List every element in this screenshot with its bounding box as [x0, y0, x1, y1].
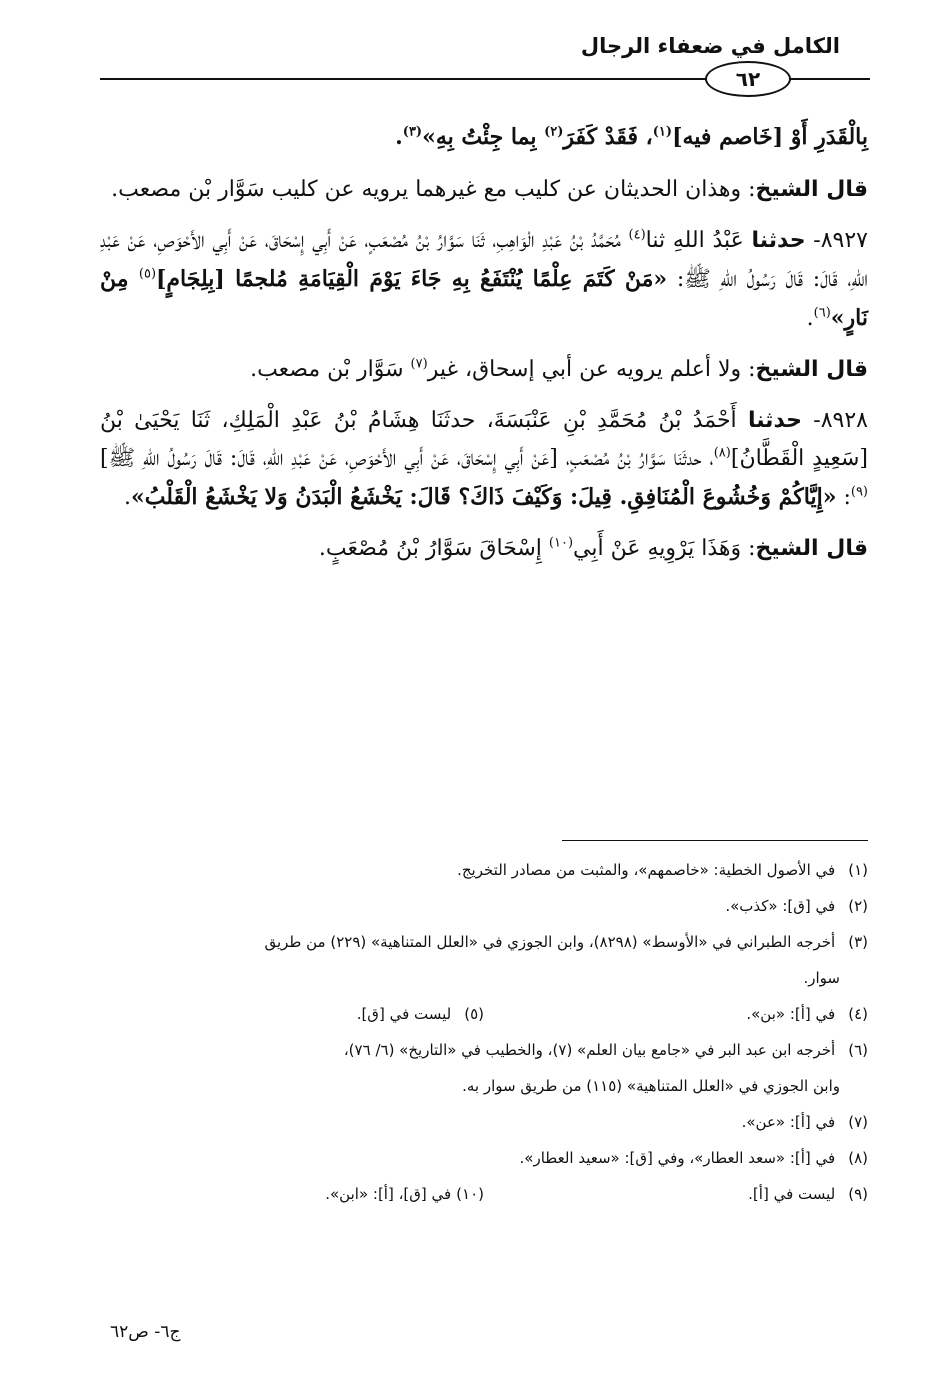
text-fragment: بِما جِئْتُ بِهِ»: [422, 124, 545, 150]
text-fragment: : وَهَذَا يَرْوِيهِ عَنْ أَبِي: [573, 536, 756, 561]
footnote-4: [484, 996, 868, 1032]
hadith-matn: مِنْ نَارٍ»: [100, 266, 868, 331]
text-fragment: مُحَمَّدُ بْنُ عَبْدِ الْوَاهِبِ، ثَنَا سَوَّارُ بْنُ مُصْعَبٍ، عَنْ أَبِي إِسْحَاقَ، عَنْ أَبِي الأَحْوَصِ، عَنْ عَبْدِ اللهِ، قَالَ: قَالَ رَسُولُ اللهِ ﷺ:: [100, 228, 868, 292]
volume-page-reference: ج٦- ص٦٢: [110, 1322, 181, 1342]
hadith-matn: «مَنْ كَتَمَ عِلْمًا يُنْتَفَعُ بِهِ جَاءَ يَوْمَ الْقِيَامَةِ مُلجمًا [بِلِجَامٍ]: [156, 266, 668, 292]
sheikh-label: قال الشيخ: [755, 357, 868, 382]
text-fragment: : وهذان الحديثان عن كليب مع غيرهما يرويه عن كليب سَوَّار بْن مصعب.: [111, 177, 756, 202]
footnote-text: في [أ]: «عن».: [741, 1113, 836, 1131]
footnote-ref: (٦): [813, 305, 831, 321]
footnote-row-4-5: [100, 996, 868, 1032]
footnote-text: ليست في [ق].: [356, 1005, 452, 1023]
footnote-number: (١٠): [456, 1185, 484, 1203]
text-fragment: عَبْدُ اللهِ ثنا: [645, 228, 752, 253]
paragraph-continuation: [100, 118, 868, 156]
sheikh-comment: [100, 171, 868, 209]
text-fragment: :: [836, 485, 851, 510]
footnote-5: [100, 996, 484, 1032]
main-text: [100, 118, 868, 581]
sheikh-comment: [100, 351, 868, 389]
sheikh-comment: [100, 530, 868, 568]
footnote-3-continued: [100, 960, 868, 996]
footnote-text: في [أ]: «بن».: [746, 1005, 836, 1023]
footnote-ref: (٢): [544, 124, 564, 140]
hadith-number: ٨٩٢٨-: [813, 408, 868, 433]
footnote-number: (٥): [464, 1005, 484, 1023]
hadith-number: ٨٩٢٧-: [813, 228, 868, 253]
footnote-text: وابن الجوزي في «العلل المتناهية» (١١٥) من طريق سوار به.: [462, 1077, 840, 1095]
footnote-8: [100, 1140, 868, 1176]
footnote-row-9-10: [100, 1176, 868, 1212]
hadith-lead: حدثنا: [747, 408, 803, 433]
text-fragment: أَحْمَدُ بْنُ مُحَمَّدِ بْنِ عَنْبَسَةَ، حدثَنَا هِشَامُ بْنُ عَبْدِ الْمَلِكِ، ثَنَا يَحْيَىٰ بْنُ [سَعِيدٍ الْقَطَّانُ]: [100, 408, 869, 471]
hadith-matn: «إِيَّاكُمْ وَخُشُوعَ الْمُنَافِقِ. قِيلَ: وَكَيْفَ ذَاكَ؟ قَالَ: يَخْشَعُ الْبَدَنُ وَلا يَخْشَعُ الْقَلْبُ»: [130, 484, 837, 510]
footnote-6-continued: [100, 1068, 868, 1104]
footnote-number: (١): [848, 861, 868, 879]
sheikh-label: قال الشيخ: [755, 536, 868, 561]
footnote-1: [100, 852, 868, 888]
footnote-text: في [ق]، [أ]: «ابن».: [325, 1185, 452, 1203]
text-fragment: : ولا أعلم يرويه عن أبي إسحاق، غير: [427, 357, 756, 382]
footnote-9: [484, 1176, 868, 1212]
footnote-number: (٤): [848, 1005, 868, 1023]
footnote-7: [100, 1104, 868, 1140]
text-fragment: ، حدثَنَا سَوَّارُ بْنُ مُصْعَبٍ، [عَنْ أَبِي إِسْحَاقَ، عَنْ أَبِي الأَحْوَصِ، عَنْ عَبْدِ اللهِ، قَالَ: قَالَ رَسُولُ اللهِ ﷺ]: [100, 446, 714, 471]
footnote-text: في [ق]: «كذب».: [725, 897, 836, 915]
footnote-ref: (٧): [410, 356, 428, 372]
footnote-6: [100, 1032, 868, 1068]
text-fragment: .: [395, 124, 403, 150]
footnote-number: (٨): [848, 1149, 868, 1167]
footnote-2: [100, 888, 868, 924]
footnote-ref: (٥): [138, 266, 157, 282]
running-header-title: الكامل في ضعفاء الرجال: [580, 34, 840, 58]
footnote-text: أخرجه الطبراني في «الأوسط» (٨٢٩٨)، وابن الجوزي في «العلل المتناهية» (٢٢٩) من طريق: [264, 933, 836, 951]
footnote-number: (٧): [848, 1113, 868, 1131]
footnote-ref: (١٠): [548, 535, 574, 551]
footnotes: [100, 852, 868, 1212]
footnote-ref: (١): [652, 124, 673, 140]
footnote-number: (٢): [848, 897, 868, 915]
footnote-ref: (٤): [628, 227, 646, 243]
footnote-number: (٩): [848, 1185, 868, 1203]
text-fragment: سَوَّار بْن مصعب.: [250, 357, 411, 382]
text-fragment: بِالْقَدَرِ أَوْ [خَاصم فيه]: [672, 124, 868, 150]
footnote-text: في [أ]: «سعد العطار»، وفي [ق]: «سعيد العطار».: [519, 1149, 836, 1167]
footnote-ref: (٩): [850, 484, 868, 500]
hadith-lead: حدثنا: [751, 228, 806, 253]
text-fragment: .: [123, 485, 131, 510]
text-fragment: إِسْحَاقَ سَوَّارُ بْنُ مُصْعَبٍ.: [318, 536, 549, 561]
footnote-text: أخرجه ابن عبد البر في «جامع بيان العلم» (٧)، والخطيب في «التاريخ» (٦/ ٧٦)،: [343, 1041, 836, 1059]
footnote-number: (٣): [848, 933, 868, 951]
footnote-3: [100, 924, 868, 960]
footnote-ref: (٣): [402, 124, 423, 140]
text-fragment: ، فَقَدْ كَفَرَ: [563, 124, 653, 150]
text-fragment: .: [806, 306, 814, 331]
hadith-8927: [100, 222, 868, 338]
footnote-text: في الأصول الخطية: «خاصمهم»، والمثبت من مصادر التخريج.: [457, 861, 836, 879]
hadith-8928: [100, 402, 868, 517]
footnote-number: (٦): [848, 1041, 868, 1059]
page-number: ٦٢: [705, 61, 791, 97]
footnote-10: [100, 1176, 484, 1212]
footnote-ref: (٨): [713, 445, 731, 461]
footnote-text: سوار.: [803, 969, 840, 987]
sheikh-label: قال الشيخ: [755, 177, 868, 202]
footnote-text: ليست في [أ].: [748, 1185, 836, 1203]
footnote-separator: [562, 840, 868, 841]
